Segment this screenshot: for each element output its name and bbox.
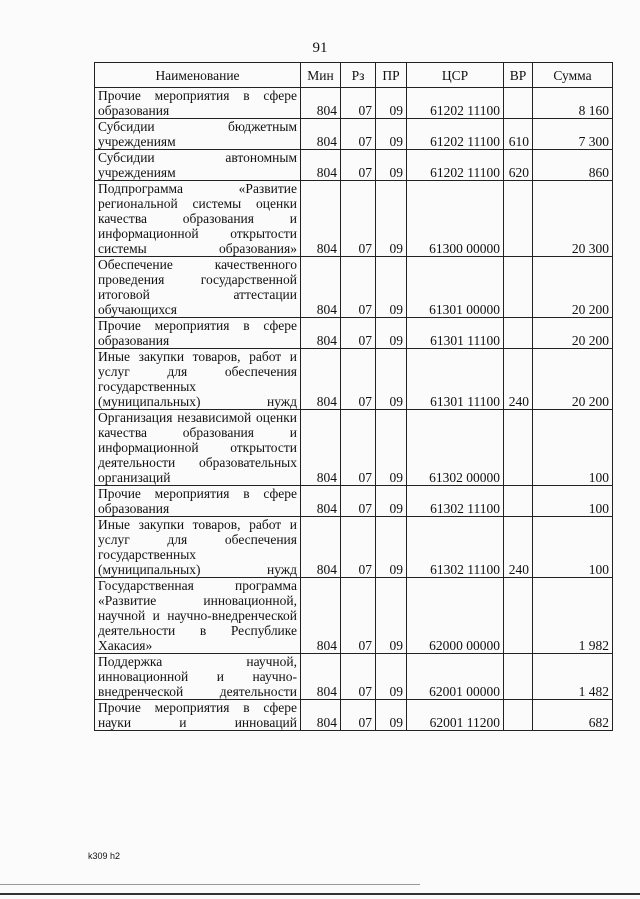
cell-sum: 20 200	[533, 349, 613, 410]
cell-csr: 62000 00000	[407, 578, 504, 654]
header-rz: Рз	[341, 63, 376, 88]
cell-pr: 09	[376, 486, 407, 517]
cell-name: Субсидии автономным учреждениям	[95, 150, 301, 181]
cell-rz: 07	[341, 517, 376, 578]
cell-pr: 09	[376, 700, 407, 731]
cell-csr: 61301 11100	[407, 349, 504, 410]
cell-vr	[504, 578, 533, 654]
cell-min: 804	[301, 150, 341, 181]
cell-vr	[504, 654, 533, 700]
cell-min: 804	[301, 517, 341, 578]
table-row	[95, 410, 613, 486]
cell-csr: 61302 11100	[407, 517, 504, 578]
cell-pr: 09	[376, 257, 407, 318]
cell-rz: 07	[341, 181, 376, 257]
cell-rz: 07	[341, 654, 376, 700]
cell-sum: 682	[533, 700, 613, 731]
cell-csr: 62001 00000	[407, 654, 504, 700]
cell-vr: 240	[504, 517, 533, 578]
cell-sum: 20 300	[533, 181, 613, 257]
cell-pr: 09	[376, 349, 407, 410]
cell-sum: 7 300	[533, 119, 613, 150]
budget-table	[94, 62, 613, 731]
table-header-row	[95, 63, 613, 88]
cell-vr: 240	[504, 349, 533, 410]
cell-pr: 09	[376, 410, 407, 486]
cell-csr: 61202 11100	[407, 119, 504, 150]
scan-edge-line	[0, 884, 420, 885]
header-name: Наименование	[95, 63, 301, 88]
cell-min: 804	[301, 410, 341, 486]
cell-pr: 09	[376, 654, 407, 700]
cell-min: 804	[301, 318, 341, 349]
table-row	[95, 88, 613, 119]
cell-sum: 1 482	[533, 654, 613, 700]
cell-name: Подпрограмма «Развитие региональной системы оценки качества образования и информационной открытости системы образования»	[95, 181, 301, 257]
cell-rz: 07	[341, 119, 376, 150]
cell-vr	[504, 257, 533, 318]
table-row	[95, 349, 613, 410]
cell-rz: 07	[341, 410, 376, 486]
header-vr: ВР	[504, 63, 533, 88]
cell-min: 804	[301, 578, 341, 654]
cell-vr	[504, 88, 533, 119]
cell-pr: 09	[376, 88, 407, 119]
cell-csr: 61301 00000	[407, 257, 504, 318]
cell-sum: 1 982	[533, 578, 613, 654]
cell-name: Субсидии бюджетным учреждениям	[95, 119, 301, 150]
cell-min: 804	[301, 486, 341, 517]
table-row	[95, 486, 613, 517]
cell-min: 804	[301, 654, 341, 700]
cell-csr: 61300 00000	[407, 181, 504, 257]
cell-rz: 07	[341, 257, 376, 318]
table-row	[95, 181, 613, 257]
cell-name: Государственная программа «Развитие инновационной, научной и научно-внедренческой деятельности в Республике Хакасия»	[95, 578, 301, 654]
cell-rz: 07	[341, 486, 376, 517]
cell-vr	[504, 410, 533, 486]
footer-code: k309 h2	[88, 851, 121, 861]
cell-name: Иные закупки товаров, работ и услуг для обеспечения государственных (муниципальных) нужд	[95, 349, 301, 410]
cell-min: 804	[301, 181, 341, 257]
cell-rz: 07	[341, 318, 376, 349]
cell-vr	[504, 486, 533, 517]
table-row	[95, 119, 613, 150]
cell-sum: 860	[533, 150, 613, 181]
cell-csr: 61301 11100	[407, 318, 504, 349]
cell-sum: 20 200	[533, 257, 613, 318]
cell-csr: 61302 11100	[407, 486, 504, 517]
page-number: 91	[312, 40, 328, 56]
cell-csr: 61302 00000	[407, 410, 504, 486]
cell-min: 804	[301, 257, 341, 318]
cell-vr	[504, 700, 533, 731]
cell-name: Иные закупки товаров, работ и услуг для обеспечения государственных (муниципальных) нужд	[95, 517, 301, 578]
table-row	[95, 257, 613, 318]
scan-edge-line	[0, 893, 640, 895]
cell-pr: 09	[376, 150, 407, 181]
cell-rz: 07	[341, 88, 376, 119]
cell-name: Прочие мероприятия в сфере образования	[95, 486, 301, 517]
table-row	[95, 654, 613, 700]
cell-rz: 07	[341, 578, 376, 654]
cell-name: Поддержка научной, инновационной и научно-внедренческой деятельности	[95, 654, 301, 700]
cell-name: Прочие мероприятия в сфере науки и инноваций	[95, 700, 301, 731]
cell-name: Прочие мероприятия в сфере образования	[95, 88, 301, 119]
cell-vr: 620	[504, 150, 533, 181]
cell-vr	[504, 181, 533, 257]
cell-rz: 07	[341, 150, 376, 181]
table-row	[95, 150, 613, 181]
cell-vr	[504, 318, 533, 349]
cell-name: Прочие мероприятия в сфере образования	[95, 318, 301, 349]
cell-min: 804	[301, 88, 341, 119]
cell-sum: 8 160	[533, 88, 613, 119]
table-row	[95, 578, 613, 654]
table-row	[95, 700, 613, 731]
header-sum: Сумма	[533, 63, 613, 88]
cell-min: 804	[301, 119, 341, 150]
cell-csr: 61202 11100	[407, 88, 504, 119]
cell-sum: 100	[533, 486, 613, 517]
cell-rz: 07	[341, 700, 376, 731]
cell-csr: 62001 11200	[407, 700, 504, 731]
header-csr: ЦСР	[407, 63, 504, 88]
cell-pr: 09	[376, 119, 407, 150]
cell-sum: 20 200	[533, 318, 613, 349]
cell-pr: 09	[376, 318, 407, 349]
cell-pr: 09	[376, 578, 407, 654]
cell-min: 804	[301, 700, 341, 731]
cell-name: Обеспечение качественного проведения государственной итоговой аттестации обучающихся	[95, 257, 301, 318]
cell-rz: 07	[341, 349, 376, 410]
cell-pr: 09	[376, 517, 407, 578]
cell-csr: 61202 11100	[407, 150, 504, 181]
cell-sum: 100	[533, 517, 613, 578]
header-min: Мин	[301, 63, 341, 88]
cell-sum: 100	[533, 410, 613, 486]
cell-name: Организация независимой оценки качества образования и информационной открытости деятельности образовательных организаций	[95, 410, 301, 486]
table-row	[95, 517, 613, 578]
header-pr: ПР	[376, 63, 407, 88]
cell-vr: 610	[504, 119, 533, 150]
cell-min: 804	[301, 349, 341, 410]
table-row	[95, 318, 613, 349]
cell-pr: 09	[376, 181, 407, 257]
